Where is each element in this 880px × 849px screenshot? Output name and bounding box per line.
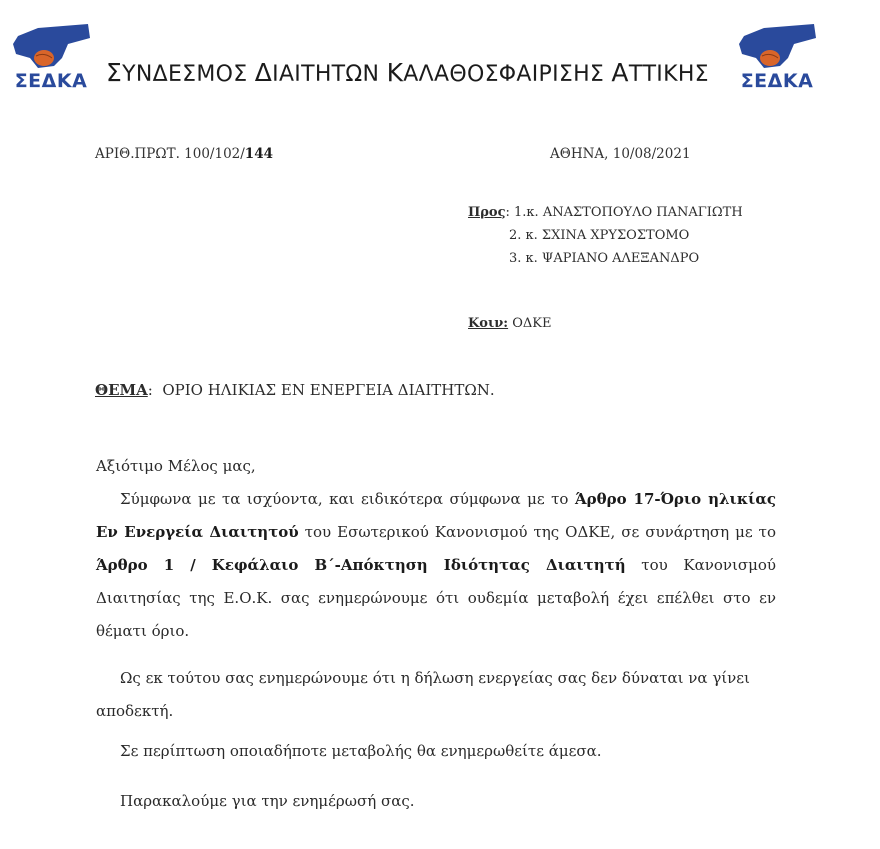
para1-text: του Κανονισμού Διαιτησίας της Ε.Ο.Κ. σας ενημερώνουμε ότι ουδεμία μεταβολή έχει επέλθει στο εν θέματι όριο. [96,556,777,640]
protocol-label: ΑΡΙΘ.ΠΡΩΤ. 100/102/ [95,146,245,162]
title-initial: Α [611,58,629,87]
paragraph-4: Παρακαλούμε για την ενημέρωσή σας. [120,792,415,810]
protocol-number [95,146,273,162]
title-initial: Κ [386,58,404,87]
protocol-value: 144 [244,146,273,162]
para1-text: Σύμφωνα με τα ισχύοντα, και ειδικότερα σύμφωνα με το [120,490,575,508]
title-initial: Σ [106,58,123,87]
colon: : [147,381,163,399]
cc-label: Κοιν: [468,316,509,331]
whistle-logo-icon [734,22,820,72]
cc-block [468,316,551,331]
logo-text: ΣΕΔΚΑ [740,70,814,92]
subject-label: ΘΕΜΑ [95,381,148,399]
recipient-3: 3. κ. ΨΑΡΙΑΝΟ ΑΛΕΞΑΝΔΡΟ [509,251,700,266]
logo-text: ΣΕΔΚΑ [14,70,88,92]
whistle-logo-icon [8,22,94,72]
paragraph-2: Ως εκ τούτου σας ενημερώνουμε ότι η δήλωση ενεργείας σας δεν δύναται να γίνει αποδεκτή. [96,669,750,720]
recipients-block [468,201,743,270]
cc-value: ΟΔΚΕ [512,316,552,331]
article-1-reference: Άρθρο 1 / Κεφάλαιο Β΄-Απόκτηση Ιδιότητας Διαιτητή [96,556,626,574]
para1-text: του Εσωτερικού Κανονισμού της ΟΔΚΕ, σε συνάρτηση με το [298,523,776,541]
sedka-logo-right [734,22,820,92]
title-word: ΙΑΙΤΗΤΩΝ [272,62,387,87]
article-17-reference: Άρθρο 17-Όριο ηλικίας Εν Ενεργεία Διαιτητού [96,490,776,541]
organization-title [106,58,709,87]
paragraph-1 [96,483,776,648]
colon: : [505,205,515,220]
recipient-2: 2. κ. ΣΧΙΝΑ ΧΡΥΣΟΣΤΟΜΟ [509,228,690,243]
paragraph-3: Σε περίπτωση οποιαδήποτε μεταβολής θα ενημερωθείτε άμεσα. [120,742,602,760]
title-word: ΥΝΔΕΣΜΟΣ [122,62,255,87]
title-initial: Δ [254,58,273,87]
subject-line [95,381,495,399]
title-word: ΤΤΙΚΗΣ [628,62,709,87]
greeting: Αξιότιμο Μέλος μας, [96,457,256,475]
sedka-logo-left [8,22,94,92]
title-word: ΑΛΑΘΟΣΦΑΙΡΙΣΗΣ [403,62,612,87]
document-date: ΑΘΗΝΑ, 10/08/2021 [550,146,691,162]
recipient-1: 1.κ. ΑΝΑΣΤΟΠΟΥΛΟ ΠΑΝΑΓΙΩΤΗ [514,205,743,220]
subject-text: ΟΡΙΟ ΗΛΙΚΙΑΣ ΕΝ ΕΝΕΡΓΕΙΑ ΔΙΑΙΤΗΤΩΝ. [162,381,495,399]
recipients-label: Προς [468,205,506,220]
recipient-row [468,201,743,224]
